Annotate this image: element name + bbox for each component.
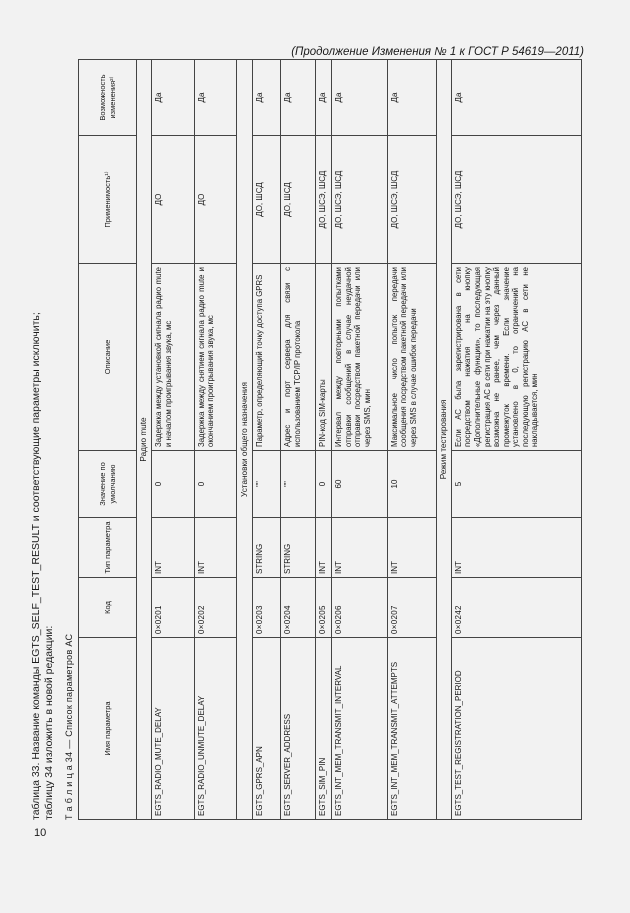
param-type: STRING xyxy=(253,518,281,578)
param-code: 0×0204 xyxy=(281,578,316,638)
param-default: 0 xyxy=(194,451,237,518)
param-code: 0×0203 xyxy=(253,578,281,638)
param-changeable: Да xyxy=(194,60,237,136)
param-name: EGTS_RADIO_MUTE_DELAY xyxy=(151,638,194,820)
section-row xyxy=(237,60,253,820)
param-name: EGTS_INT_MEM_TRANSMIT_INTERVAL xyxy=(332,638,387,820)
param-type: INT xyxy=(316,518,332,578)
param-name: EGTS_TEST_REGISTRATION_PERIOD xyxy=(451,638,581,820)
param-code: 0×0202 xyxy=(194,578,237,638)
param-default: "" xyxy=(281,451,316,518)
param-changeable: Да xyxy=(281,60,316,136)
intro-line-1: таблица 33. Название команды EGTS_SELF_TEST_RESULT и соответствующие параметры исключить; xyxy=(30,312,42,820)
section-row xyxy=(137,60,152,820)
param-name: EGTS_SERVER_ADDRESS xyxy=(281,638,316,820)
param-applicability: ДО, ШСД xyxy=(253,136,281,264)
param-default: "" xyxy=(253,451,281,518)
param-code: 0×0206 xyxy=(332,578,387,638)
param-type: STRING xyxy=(281,518,316,578)
param-changeable: Да xyxy=(332,60,387,136)
section-title: Установки общего назначения xyxy=(237,60,253,820)
col-name-header: Имя параметра xyxy=(79,638,137,820)
col-desc-header: Описание xyxy=(79,264,137,451)
param-default: 60 xyxy=(332,451,387,518)
param-default: 10 xyxy=(387,451,436,518)
section-row xyxy=(436,60,451,820)
param-desc: Максимальное число попыток передачи сообщения посредством пакетной передачи или через SMS в случае ошибок передачи xyxy=(387,264,436,451)
table-row xyxy=(387,60,436,820)
param-applicability: ДО, ШСЭ, ШСД xyxy=(451,136,581,264)
intro-text xyxy=(30,40,56,820)
col-code-header: Код xyxy=(79,578,137,638)
param-name: EGTS_INT_MEM_TRANSMIT_ATTEMPTS xyxy=(387,638,436,820)
param-changeable: Да xyxy=(253,60,281,136)
param-type: INT xyxy=(387,518,436,578)
section-title: Радио mute xyxy=(137,60,152,820)
param-code: 0×0201 xyxy=(151,578,194,638)
param-code: 0×0205 xyxy=(316,578,332,638)
table-row xyxy=(151,60,194,820)
param-applicability: ДО xyxy=(151,136,194,264)
param-default: 0 xyxy=(316,451,332,518)
param-type: INT xyxy=(151,518,194,578)
param-changeable: Да xyxy=(451,60,581,136)
param-applicability: ДО, ШСЭ, ШСД xyxy=(332,136,387,264)
parameters-table xyxy=(78,59,582,820)
continuation-note: (Продолжение Изменения № 1 к ГОСТ Р 54619—2011) xyxy=(291,46,584,58)
table-row xyxy=(194,60,237,820)
section-title: Режим тестирования xyxy=(436,60,451,820)
table-row xyxy=(281,60,316,820)
param-changeable: Да xyxy=(387,60,436,136)
page-number: 10 xyxy=(34,827,47,839)
param-name: EGTS_GPRS_APN xyxy=(253,638,281,820)
param-desc: Адрес и порт сервера для связи с использованием TCP/IP протокола xyxy=(281,264,316,451)
rotated-page-content xyxy=(30,40,590,820)
col-changeable-header: Возможность изменения²⁾ xyxy=(79,60,137,136)
param-desc: PIN-код SIM-карты xyxy=(316,264,332,451)
param-code: 0×0207 xyxy=(387,578,436,638)
param-default: 0 xyxy=(151,451,194,518)
col-applicability-header: Применимость¹⁾ xyxy=(79,136,137,264)
param-desc: Если АС была зарегистрирована в сети посредством нажатия на кнопку «Дополнительные функции», то последующая регистрация АС в сети при нажатии на эту кнопку возможна не ранее, чем через данный промежуток времени. Если значение установлено в 0, то ограничений на последующую регистрацию АС в сети не накладывается, мин xyxy=(451,264,581,451)
param-type: INT xyxy=(332,518,387,578)
param-applicability: ДО, ШСЭ, ШСД xyxy=(316,136,332,264)
param-default: 5 xyxy=(451,451,581,518)
param-type: INT xyxy=(451,518,581,578)
intro-line-2: таблицу 34 изложить в новой редакции: xyxy=(43,625,55,820)
param-desc: Задержка между установкой сигнала радио mute и началом проигрывания звука, мс xyxy=(151,264,194,451)
param-desc: Интервал между повторными попытками отправки сообщений в случае неудачной отправки посредством пакетной передачи или через SMS, мин xyxy=(332,264,387,451)
param-type: INT xyxy=(194,518,237,578)
param-name: EGTS_SIM_PIN xyxy=(316,638,332,820)
param-applicability: ДО, ШСД xyxy=(281,136,316,264)
table-header-row xyxy=(79,60,137,820)
table-row xyxy=(253,60,281,820)
param-desc: Параметр, определяющий точку доступа GPRS xyxy=(253,264,281,451)
param-applicability: ДО, ШСЭ, ШСД xyxy=(387,136,436,264)
col-default-header: Значение по умолчанию xyxy=(79,451,137,518)
table-row xyxy=(332,60,387,820)
param-code: 0×0242 xyxy=(451,578,581,638)
table-caption: Т а б л и ц а 34 — Список параметров АС xyxy=(64,633,74,820)
param-applicability: ДО xyxy=(194,136,237,264)
table-row xyxy=(316,60,332,820)
col-type-header: Тип параметра xyxy=(79,518,137,578)
param-changeable: Да xyxy=(151,60,194,136)
param-desc: Задержка между снятием сигнала радио mute и окончанием проигрывания звука, мс xyxy=(194,264,237,451)
table-row xyxy=(451,60,581,820)
param-changeable: Да xyxy=(316,60,332,136)
param-name: EGTS_RADIO_UNMUTE_DELAY xyxy=(194,638,237,820)
